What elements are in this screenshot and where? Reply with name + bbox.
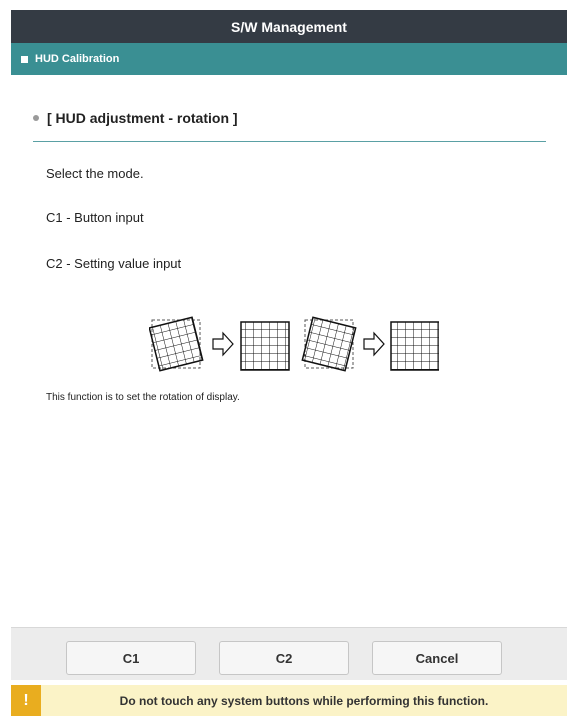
button-bar [11,627,567,680]
square-bullet-icon [21,56,28,63]
instruction-prompt: Select the mode. [46,166,144,181]
arrow-right-icon [364,333,384,355]
warning-icon: ! [11,685,41,716]
grid-icon [391,322,439,370]
rotation-diagram [149,313,439,383]
section-title: [ HUD adjustment - rotation ] [47,110,238,126]
section-header [33,110,238,126]
cancel-button[interactable]: Cancel [372,641,502,675]
subheader-title: HUD Calibration [35,53,120,65]
c2-button[interactable]: C2 [219,641,349,675]
section-divider [33,141,546,142]
bullet-icon [33,115,39,121]
subheader [11,43,567,75]
c1-button[interactable]: C1 [66,641,196,675]
rotated-grid-icon [302,317,355,370]
app-frame [11,10,567,716]
window-title: S/W Management [11,10,567,43]
warning-bar [11,685,567,716]
instruction-option-c2: C2 - Setting value input [46,256,182,271]
rotated-grid-icon [149,317,202,370]
warning-text: Do not touch any system buttons while performing this function. [119,693,489,708]
instruction-option-c1: C1 - Button input [46,210,144,225]
function-caption: This function is to set the rotation of display. [46,392,240,403]
grid-icon [241,322,289,370]
arrow-right-icon [213,333,233,355]
